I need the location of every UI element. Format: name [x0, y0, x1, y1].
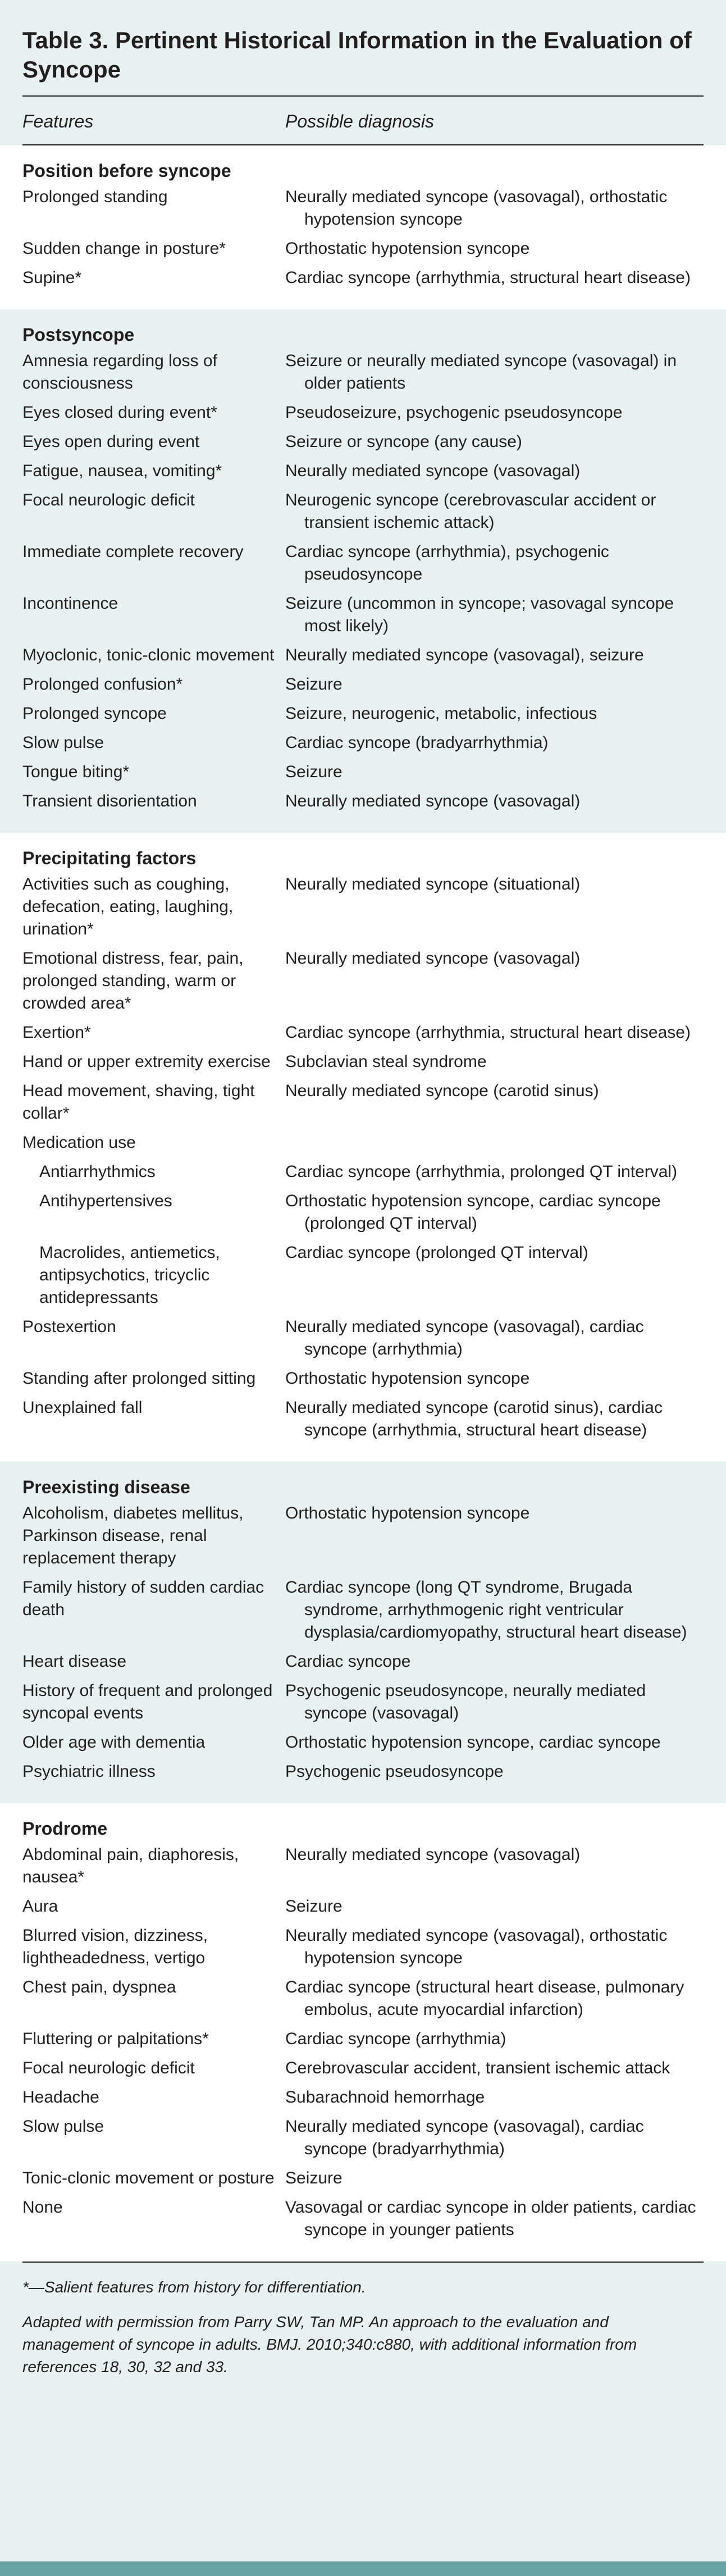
diagnosis-cell: Cardiac syncope (arrhythmia, prolonged QT interval) [285, 1162, 678, 1181]
feature-cell: Antihypertensives [39, 1192, 172, 1210]
table-row [22, 186, 704, 231]
table-row [22, 350, 704, 395]
column-header-row [0, 97, 726, 144]
table-row [22, 1651, 704, 1673]
section-title: Position before syncope [22, 161, 231, 181]
diagnosis-cell: Seizure [285, 1897, 343, 1916]
feature-cell: Slow pulse [22, 2117, 104, 2136]
feature-cell: Immediate complete recovery [22, 542, 244, 561]
feature-cell: Prolonged confusion* [22, 675, 183, 694]
feature-cell: Tonic-clonic movement or posture [22, 2169, 275, 2187]
diagnosis-cell: Neurally mediated syncope (vasovagal), cardiac syncope (bradyarrhythmia) [285, 2117, 644, 2158]
table-row [22, 947, 704, 1015]
feature-cell: Medication use [22, 1133, 136, 1152]
feature-cell: Eyes closed during event* [22, 403, 217, 422]
table-row [22, 2057, 704, 2080]
diagnosis-cell: Cardiac syncope (arrhythmia), psychogenic pseudosyncope [285, 542, 609, 583]
table-row [22, 703, 704, 725]
feature-cell: Macrolides, antiemetics, antipsychotics, tricyclic antidepressants [39, 1243, 220, 1307]
table-row [22, 2028, 704, 2050]
feature-cell: Focal neurologic deficit [22, 2059, 195, 2077]
feature-cell: Exertion* [22, 1023, 91, 1042]
section-2 [0, 833, 726, 1462]
feature-cell: Amnesia regarding loss of consciousness [22, 352, 217, 393]
title-block [0, 0, 726, 84]
feature-cell: Headache [22, 2088, 99, 2107]
diagnosis-cell [285, 1132, 704, 1154]
section-1 [0, 309, 726, 833]
table-row [22, 1844, 704, 1889]
section-title: Preexisting disease [22, 1477, 190, 1497]
table-row [22, 761, 704, 783]
feature-cell: Fluttering or palpitations* [22, 2030, 209, 2048]
footnote-source: Adapted with permission from Parry SW, Tan MP. An approach to the evaluation and management of syncope in adults. BMJ. 2010;340:c880, with additional information from references 18, 30, 32 and 33. [22, 2313, 637, 2376]
table-row [22, 267, 704, 289]
section-4 [0, 1803, 726, 2262]
feature-cell: Tongue biting* [22, 763, 130, 781]
feature-cell: Standing after prolonged sitting [22, 1369, 256, 1388]
diagnosis-cell: Neurogenic syncope (cerebrovascular accident or transient ischemic attack) [285, 491, 656, 532]
diagnosis-cell: Seizure [285, 2169, 343, 2187]
diagnosis-cell: Cardiac syncope (long QT syndrome, Brugada syndrome, arrhythmogenic right ventricular dysplasia/cardiomyopathy, structural heart disease) [285, 1578, 687, 1642]
table-row [22, 1761, 704, 1783]
table-row [22, 2115, 704, 2160]
table-row [22, 1502, 704, 1570]
diagnosis-cell: Psychogenic pseudosyncope [285, 1762, 504, 1781]
footnote-asterisk: *—Salient features from history for differentiation. [22, 2278, 366, 2296]
diagnosis-cell: Neurally mediated syncope (vasovagal), orthostatic hypotension syncope [285, 1926, 668, 1967]
table-row [22, 2196, 704, 2241]
table-row [22, 541, 704, 586]
diagnosis-column-header: Possible diagnosis [285, 111, 435, 131]
diagnosis-cell: Seizure or neurally mediated syncope (vasovagal) in older patients [285, 352, 677, 393]
diagnosis-cell: Neurally mediated syncope (vasovagal) [285, 462, 581, 480]
feature-cell: Family history of sudden cardiac death [22, 1578, 264, 1619]
diagnosis-cell: Seizure, neurogenic, metabolic, infectious [285, 704, 597, 723]
diagnosis-cell: Neurally mediated syncope (carotid sinus), cardiac syncope (arrhythmia, structural heart disease) [285, 1398, 663, 1439]
feature-cell: Blurred vision, dizziness, lightheadedness, vertigo [22, 1926, 208, 1967]
table-footer [0, 2263, 726, 2378]
table-row [22, 2167, 704, 2190]
feature-cell: Head movement, shaving, tight collar* [22, 1082, 255, 1123]
diagnosis-cell: Neurally mediated syncope (vasovagal), cardiac syncope (arrhythmia) [285, 1317, 644, 1358]
diagnosis-cell: Cardiac syncope [285, 1652, 411, 1671]
section-title: Precipitating factors [22, 848, 197, 868]
feature-cell: Heart disease [22, 1652, 127, 1671]
table-row [22, 873, 704, 941]
diagnosis-cell: Neurally mediated syncope (situational) [285, 875, 581, 893]
feature-cell: Postexertion [22, 1317, 116, 1336]
feature-cell: Focal neurologic deficit [22, 491, 195, 509]
table-row [22, 732, 704, 754]
table-row [22, 1080, 704, 1125]
diagnosis-cell: Seizure [285, 763, 343, 781]
feature-cell: Fatigue, nausea, vomiting* [22, 462, 222, 480]
table-row [22, 1242, 704, 1309]
diagnosis-cell: Cardiac syncope (prolonged QT interval) [285, 1243, 588, 1262]
diagnosis-cell: Subarachnoid hemorrhage [285, 2088, 485, 2107]
feature-cell: Sudden change in posture* [22, 239, 226, 258]
section-title: Prodrome [22, 1818, 108, 1839]
table-row [22, 460, 704, 482]
table-row [22, 238, 704, 260]
feature-cell: Unexplained fall [22, 1398, 143, 1417]
table-title: Table 3. Pertinent Historical Information in the Evaluation of Syncope [22, 27, 692, 83]
table-row [22, 402, 704, 424]
feature-cell: Eyes open during event [22, 432, 200, 451]
diagnosis-cell: Cardiac syncope (structural heart disease, pulmonary embolus, acute myocardial infarction) [285, 1978, 684, 2019]
bottom-accent-bar [0, 2561, 726, 2576]
feature-cell: Prolonged syncope [22, 704, 167, 723]
table-row [22, 1190, 704, 1235]
diagnosis-cell: Orthostatic hypotension syncope [285, 239, 530, 258]
table-row [22, 489, 704, 534]
table-row [22, 1161, 704, 1183]
feature-cell: Aura [22, 1897, 58, 1916]
feature-cell: Incontinence [22, 594, 118, 613]
diagnosis-cell: Seizure (uncommon in syncope; vasovagal syncope most likely) [285, 594, 674, 635]
table-row [22, 673, 704, 696]
table-row [22, 644, 704, 667]
diagnosis-cell: Neurally mediated syncope (carotid sinus) [285, 1082, 599, 1100]
table-row [22, 2086, 704, 2109]
table-row [22, 1132, 704, 1154]
table-row [22, 592, 704, 637]
section-0 [0, 145, 726, 309]
diagnosis-cell: Pseudoseizure, psychogenic pseudosyncope [285, 403, 623, 422]
table-row [22, 1895, 704, 1918]
feature-cell: Antiarrhythmics [39, 1162, 156, 1181]
feature-cell: Abdominal pain, diaphoresis, nausea* [22, 1845, 239, 1886]
table-body [0, 145, 726, 2262]
diagnosis-cell: Orthostatic hypotension syncope [285, 1369, 530, 1388]
diagnosis-cell: Neurally mediated syncope (vasovagal) [285, 792, 581, 810]
table-row [22, 1367, 704, 1390]
diagnosis-cell: Orthostatic hypotension syncope, cardiac syncope [285, 1733, 661, 1752]
table-row [22, 1680, 704, 1725]
table-row [22, 431, 704, 453]
diagnosis-cell: Cardiac syncope (arrhythmia) [285, 2030, 506, 2048]
diagnosis-cell: Orthostatic hypotension syncope [285, 1504, 530, 1522]
feature-cell: Psychiatric illness [22, 1762, 156, 1781]
diagnosis-cell: Seizure or syncope (any cause) [285, 432, 522, 451]
table-row [22, 1316, 704, 1361]
diagnosis-cell: Cardiac syncope (bradyarrhythmia) [285, 733, 549, 752]
section-3 [0, 1462, 726, 1803]
diagnosis-cell: Neurally mediated syncope (vasovagal), orthostatic hypotension syncope [285, 188, 668, 229]
section-title: Postsyncope [22, 325, 135, 345]
table-row [22, 1051, 704, 1073]
diagnosis-cell: Seizure [285, 675, 343, 694]
feature-cell: Hand or upper extremity exercise [22, 1052, 271, 1071]
feature-cell: Prolonged standing [22, 188, 168, 206]
diagnosis-cell: Subclavian steal syndrome [285, 1052, 487, 1071]
feature-cell: None [22, 2198, 63, 2217]
diagnosis-cell: Neurally mediated syncope (vasovagal) [285, 1845, 581, 1864]
diagnosis-cell: Cardiac syncope (arrhythmia, structural heart disease) [285, 1023, 691, 1042]
table-row [22, 1731, 704, 1754]
feature-cell: Chest pain, dyspnea [22, 1978, 176, 1996]
feature-cell: Myoclonic, tonic-clonic movement [22, 646, 275, 664]
diagnosis-cell: Vasovagal or cardiac syncope in older patients, cardiac syncope in younger patients [285, 2198, 696, 2239]
table-row [22, 1576, 704, 1644]
diagnosis-cell: Psychogenic pseudosyncope, neurally mediated syncope (vasovagal) [285, 1681, 646, 1722]
diagnosis-cell: Cardiac syncope (arrhythmia, structural heart disease) [285, 268, 691, 287]
diagnosis-cell: Orthostatic hypotension syncope, cardiac syncope (prolonged QT interval) [285, 1192, 661, 1233]
diagnosis-cell: Neurally mediated syncope (vasovagal) [285, 949, 581, 968]
table-row [22, 1397, 704, 1442]
feature-cell: History of frequent and prolonged syncopal events [22, 1681, 273, 1722]
features-column-header: Features [22, 111, 94, 131]
diagnosis-cell: Neurally mediated syncope (vasovagal), seizure [285, 646, 644, 664]
feature-cell: Transient disorientation [22, 792, 197, 810]
table-row [22, 790, 704, 813]
feature-cell: Older age with dementia [22, 1733, 206, 1752]
table-row [22, 1976, 704, 2021]
table-row [22, 1925, 704, 1969]
feature-cell: Supine* [22, 268, 82, 287]
diagnosis-cell: Cerebrovascular accident, transient ischemic attack [285, 2059, 670, 2077]
feature-cell: Activities such as coughing, defecation, eating, laughing, urination* [22, 875, 234, 938]
table-row [22, 1022, 704, 1044]
feature-cell: Emotional distress, fear, pain, prolonged standing, warm or crowded area* [22, 949, 244, 1013]
feature-cell: Alcoholism, diabetes mellitus, Parkinson disease, renal replacement therapy [22, 1504, 244, 1567]
feature-cell: Slow pulse [22, 733, 104, 752]
